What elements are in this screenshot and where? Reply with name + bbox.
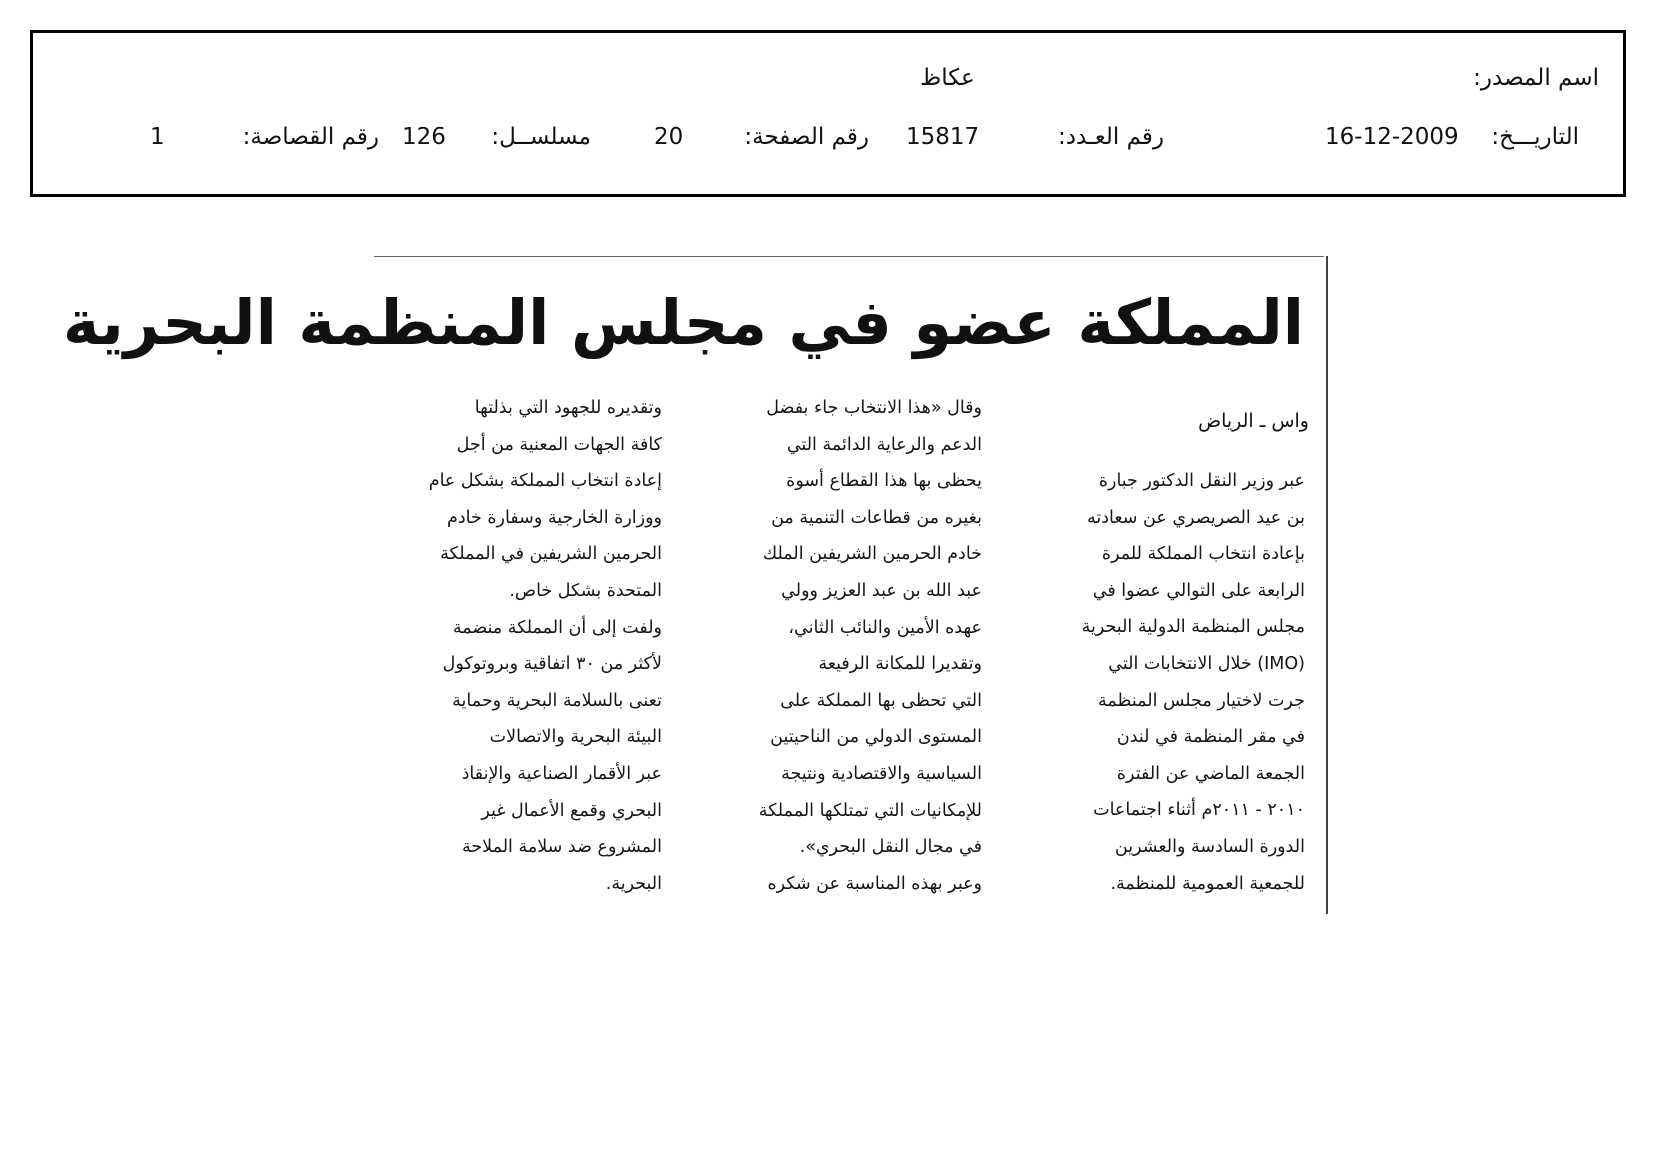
column-line: كافة الجهات المعنية من أجل — [456, 434, 662, 455]
column-line: إعادة انتخاب المملكة بشكل عام — [428, 471, 662, 492]
date-value: 16-12-2009 — [1325, 124, 1459, 150]
column-line: ووزارة الخارجية وسفارة خادم — [447, 507, 662, 528]
column-line: البحري وقمع الأعمال غير — [481, 800, 662, 821]
serial-value: 126 — [402, 124, 446, 150]
column-line: وتقديره للجهود التي بذلتها — [474, 398, 662, 418]
issue-value: 15817 — [906, 124, 980, 150]
column-line: للجمعية العمومية للمنظمة. — [1110, 873, 1305, 894]
article-column-2 — [680, 390, 982, 902]
page-label: رقم الصفحة: — [744, 124, 869, 150]
article-column-1 — [1000, 463, 1305, 902]
column-line: ٢٠١٠ - ٢٠١١م أثناء اجتماعات — [1093, 800, 1305, 821]
column-line: وتقديرا للمكانة الرفيعة — [818, 654, 982, 675]
source-value: عكاظ — [920, 65, 975, 91]
column-line: للإمكانيات التي تمتلكها المملكة — [758, 800, 982, 821]
date-label: التاريـــخ: — [1491, 124, 1579, 150]
column-line: عبر الأقمار الصناعية والإنقاذ — [461, 763, 662, 784]
source-label: اسم المصدر: — [1473, 65, 1599, 91]
column-line: جرت لاختيار مجلس المنظمة — [1097, 690, 1305, 711]
column-line: بإعادة انتخاب المملكة للمرة — [1101, 544, 1305, 565]
clipping-top-rule — [374, 256, 1324, 257]
column-line: عبر وزير النقل الدكتور جبارة — [1098, 471, 1305, 491]
column-line: البحرية. — [605, 873, 662, 894]
column-line: وعبر بهذه المناسبة عن شكره — [767, 873, 982, 894]
column-line: (IMO) خلال الانتخابات التي — [1108, 653, 1305, 674]
column-line: في مقر المنظمة في لندن — [1116, 727, 1305, 748]
page-value: 20 — [654, 124, 684, 150]
column-line: المتحدة بشكل خاص. — [509, 580, 662, 601]
column-line: الرابعة على التوالي عضوا في — [1092, 580, 1305, 601]
column-line: الدورة السادسة والعشرين — [1114, 836, 1305, 857]
column-line: الدعم والرعاية الدائمة التي — [786, 434, 982, 455]
column-line: يحظى بها هذا القطاع أسوة — [786, 471, 982, 492]
column-line: عبد الله بن عبد العزيز وولي — [781, 580, 982, 601]
clip-value: 1 — [150, 124, 165, 150]
source-metadata-box — [30, 30, 1626, 197]
column-line: لأكثر من ٣٠ اتفاقية وبروتوكول — [442, 654, 662, 675]
article-headline: المملكة عضو في مجلس المنظمة البحرية — [62, 286, 1304, 359]
column-line: ولفت إلى أن المملكة منضمة — [452, 617, 662, 638]
serial-label: مسلســل: — [491, 124, 591, 150]
column-line: المستوى الدولي من الناحيتين — [770, 727, 982, 748]
column-line: الجمعة الماضي عن الفترة — [1116, 763, 1305, 784]
article-column-3 — [370, 390, 662, 902]
column-line: مجلس المنظمة الدولية البحرية — [1081, 617, 1305, 638]
column-line: في مجال النقل البحري». — [799, 837, 982, 858]
column-line: بن عيد الصريصري عن سعادته — [1086, 507, 1305, 528]
column-line: خادم الحرمين الشريفين الملك — [762, 544, 982, 565]
column-line: وقال «هذا الانتخاب جاء بفضل — [766, 398, 982, 418]
issue-label: رقم العـدد: — [1057, 124, 1164, 150]
column-line: التي تحظى بها المملكة على — [780, 690, 982, 711]
column-line: المشروع ضد سلامة الملاحة — [461, 837, 662, 858]
column-line: تعنى بالسلامة البحرية وحماية — [452, 690, 662, 711]
column-line: السياسية والاقتصادية ونتيجة — [781, 763, 982, 784]
article-byline: واس ـ الرياض — [1198, 410, 1309, 432]
clip-label: رقم القصاصة: — [242, 124, 379, 150]
column-line: عهده الأمين والنائب الثاني، — [788, 617, 982, 638]
column-line: بغيره من قطاعات التنمية من — [771, 507, 982, 528]
column-line: الحرمين الشريفين في المملكة — [440, 544, 662, 565]
column-line: البيئة البحرية والاتصالات — [489, 727, 662, 748]
clipping-side-rule — [1326, 256, 1328, 914]
